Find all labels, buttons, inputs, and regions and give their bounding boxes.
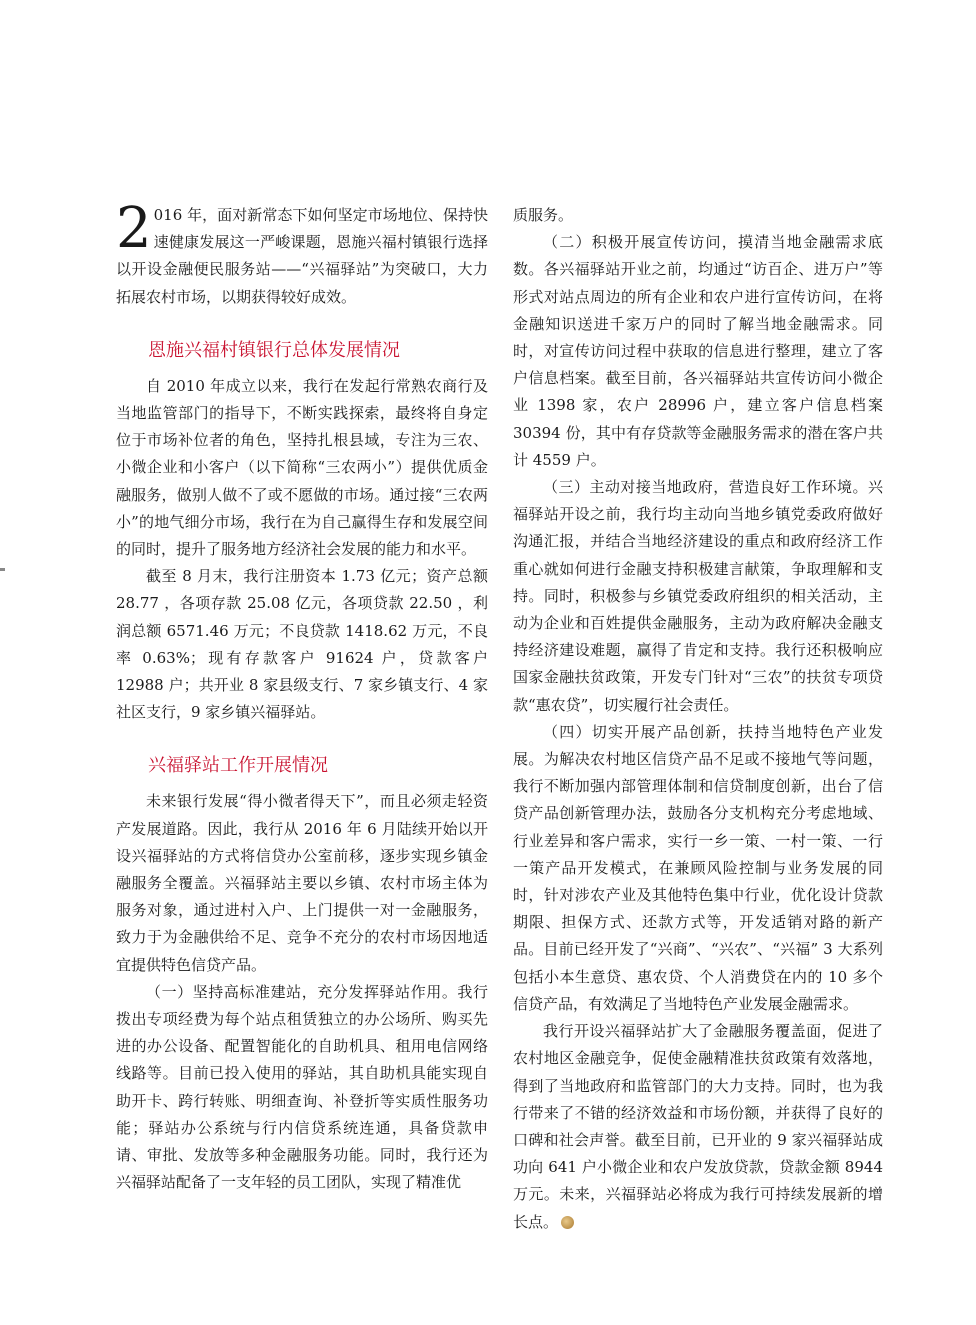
- paragraph-conclusion: [513, 1018, 883, 1236]
- paragraph-point-4: （四）切实开展产品创新，扶持当地特色产业发展。为解决农村地区信贷产品不足或不接地气等问题，我行不断加强内部管理体制和信贷制度创新，出台了信贷产品创新管理办法，鼓励各分支机构充分考虑地域、行业差异和客户需求，实行一乡一策、一村一策、一行一策产品开发模式，在兼顾风险控制与业务发展的同时，针对涉农产业及其他特色集中行业，优化设计贷款期限、担保方式、还款方式等，开发适销对路的新产品。目前已经开发了“兴商”、“兴农”、“兴福” 3 大系列包括小本生意贷、惠农贷、个人消费贷在内的 10 多个信贷产品，有效满足了当地特色产业发展金融需求。: [513, 722, 883, 1013]
- intro-text: 016 年，面对新常态下如何坚定市场地位、保持快速健康发展这一严峻课题，恩施兴福村镇银行选择以开设金融便民服务站——“兴福驿站”为突破口，大力拓展农村市场，以期获得较好成效。: [116, 206, 488, 306]
- drop-cap: 2: [116, 196, 152, 261]
- paragraph-point-2: （二）积极开展宣传访问，摸清当地金融需求底数。各兴福驿站开业之前，均通过“访百企、进万户”等形式对站点周边的所有企业和农户进行宣传访问，在将金融知识送进千家万户的同时了解当地金融需求。同时，对宣传访问过程中获取的信息进行整理，建立了客户信息档案。截至目前，各兴福驿站共宣传访问小微企业 1398 家，农户 28996 户，建立客户信息档案 30394 份，其中有存贷款等金融服务需求的潜在客户共计 4559 户。: [513, 233, 883, 469]
- section-heading-station-work: 兴福驿站工作开展情况: [148, 755, 328, 777]
- paragraph-point-1: （一）坚持高标准建站，充分发挥驿站作用。我行拨出专项经费为每个站点租赁独立的办公场所、购买先进的办公设备、配置智能化的自助机具、租用电信网络线路等。目前已投入使用的驿站，其自助机具能实现自助开卡、跨行转账、明细查询、补登折等实质性服务功能；驿站办公系统与行内信贷系统连通，具备贷款申请、审批、发放等多种金融服务功能。同时，我行还为兴福驿站配备了一支年轻的员工团队，实现了精准优: [116, 982, 488, 1192]
- right-column: [513, 202, 883, 1236]
- conclusion-text: 我行开设兴福驿站扩大了金融服务覆盖面，促进了农村地区金融竞争，促使金融精准扶贫政策有效落地，得到了当地政府和监管部门的大力支持。同时，也为我行带来了不错的经济效益和市场份额，并获得了良好的口碑和社会声誉。截至目前，已开业的 9 家兴福驿站成功向 641 户小微企业和农户发放贷款，贷款金额 8944 万元。未来，兴福驿站必将成为我行可持续发展新的增长点。: [513, 1022, 883, 1231]
- paragraph-point-3: （三）主动对接当地政府，营造良好工作环境。兴福驿站开设之前，我行均主动向当地乡镇党委政府做好沟通汇报，并结合当地经济建设的重点和政府经济工作重心就如何进行金融支持积极建言献策，争取理解和支持。同时，积极参与乡镇党委政府组织的相关活动，主动为企业和百姓提供金融服务，主动为政府解决金融支持经济建设难题，赢得了肯定和支持。我行还积极响应国家金融扶贫政策，开发专门针对“三农”的扶贫专项贷款“惠农贷”，切实履行社会责任。: [513, 478, 883, 714]
- paragraph-continuation: 质服务。: [513, 206, 574, 224]
- paragraph-future-banking: 未来银行发展“得小微者得天下”，而且必须走轻资产发展道路。因此，我行从 2016 年 6 月陆续开始以开设兴福驿站的方式将信贷办公室前移，逐步实现乡镇金融服务全覆盖。兴福驿站主要以乡镇、农村市场主体为服务对象，通过进村入户、上门提供一对一金融服务，致力于为金融供给不足、竞争不充分的农村市场因地适宜提供特色信贷产品。: [116, 792, 488, 974]
- left-column: [116, 196, 488, 1197]
- end-mark-icon: [561, 1216, 574, 1229]
- page-edge-mark: [0, 568, 5, 571]
- paragraph-history: 自 2010 年成立以来，我行在发起行常熟农商行及当地监管部门的指导下，不断实践探索，最终将自身定位于市场补位者的角色，坚持扎根县域，专注为三农、小微企业和小客户（以下简称“三农两小”）提供优质金融服务，做别人做不了或不愿做的市场。通过接“三农两小”的地气细分市场，我行在为自己赢得生存和发展空间的同时，提升了服务地方经济社会发展的能力和水平。: [116, 376, 488, 559]
- paragraph-financials: 截至 8 月末，我行注册资本 1.73 亿元；资产总额 28.77 ，各项存款 25.08 亿元，各项贷款 22.50 ，利润总额 6571.46 万元；不良贷款 1418.62 万元，不良率 0.63%；现有存款客户 91624 户，贷款客户 12988 户；共开业 8 家县级支行、7 家乡镇支行、4 家社区支行，9 家乡镇兴福驿站。: [116, 567, 488, 722]
- intro-paragraph: [116, 196, 488, 311]
- section-heading-overall-development: 恩施兴福村镇银行总体发展情况: [148, 339, 400, 361]
